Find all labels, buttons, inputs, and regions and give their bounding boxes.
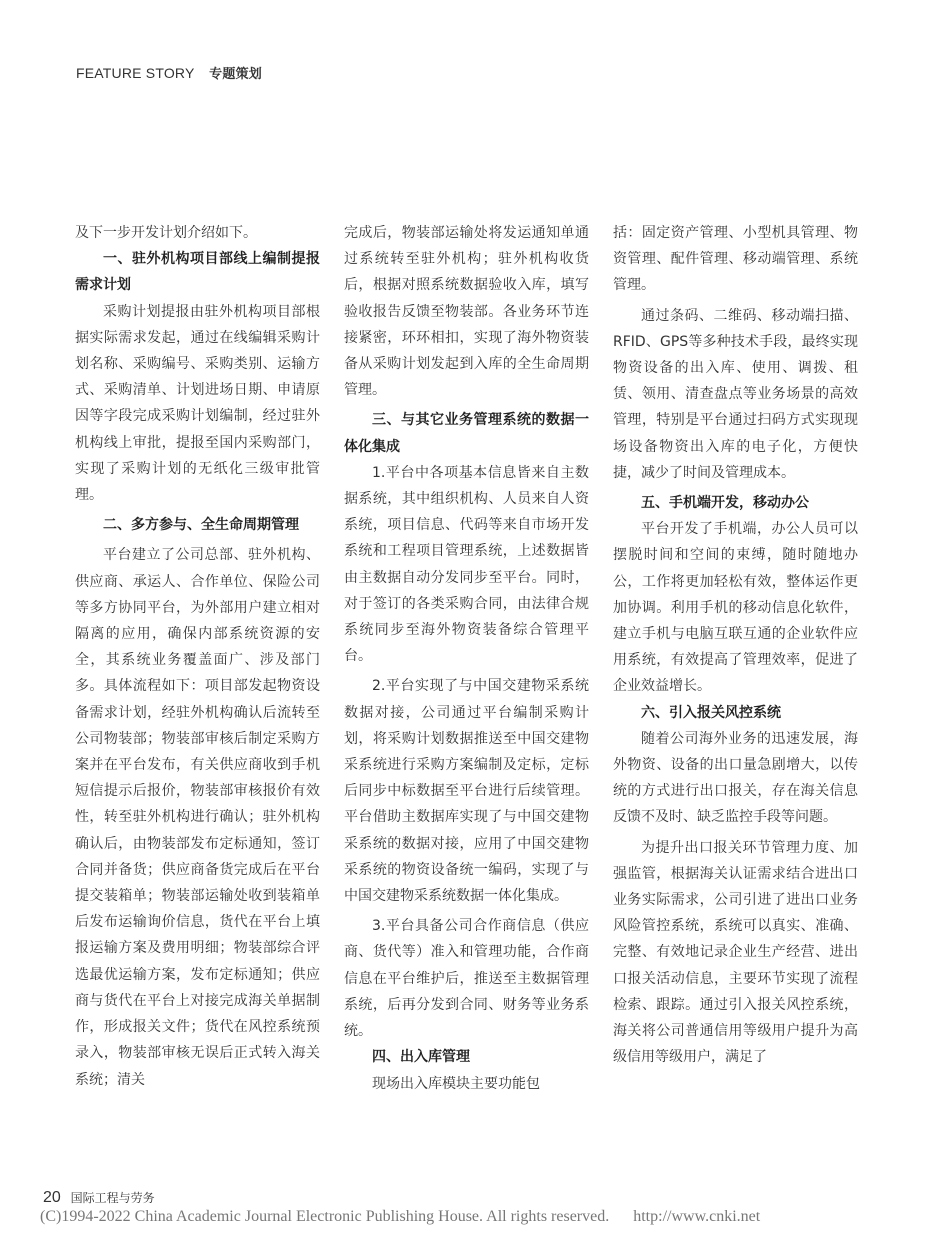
paragraph: 随着公司海外业务的迅速发展，海外物资、设备的出口量急剧增大，以传统的方式进行出口报关，存在海关信息反馈不及时、缺乏监控手段等问题。 [613,730,858,826]
paragraph: 及下一步开发计划介绍如下。 [75,225,257,241]
section-heading-1: 一、驻外机构项目部线上编制提报需求计划 [75,251,320,294]
paragraph: 采购计划提报由驻外机构项目部根据实际需求发起，通过在线编辑采购计划名称、采购编号、采购类别、运输方式、采购清单、计划进场日期、申请原因等字段完成采购计划编制，经过驻外机构线上审批，提报至国内采购部门，实现了采购计划的无纸化三级审批管理。 [75,303,320,504]
page-number: 20 [43,1189,61,1206]
section-label-cn: 专题策划 [209,67,262,82]
page-footer [43,1189,155,1207]
section-heading-2: 二、多方参与、全生命周期管理 [103,517,299,534]
paragraph: 平台建立了公司总部、驻外机构、供应商、承运人、合作单位、保险公司等多方协同平台，为外部用户建立相对隔离的应用，确保内部系统资源的安全，其系统业务覆盖面广、涉及部门多。具体流程如下：项目部发起物资设备需求计划，经驻外机构确认后流转至公司物装部；物装部审核后制定采购方案并在平台发布，有关供应商收到手机短信提示后报价，物装部审核报价有效性，转至驻外机构进行确认；驻外机构确认后，由物装部发布定标通知，签订合同并备货；供应商备货完成后在平台提交装箱单；物装部运输处收到装箱单后发布运输询价信息，货代在平台上填报运输方案及费用明细；物装部综合评选最优运输方案，发布定标通知；供应商与货代在平台上对接完成海关单据制作，形成报关文件；货代在风控系统预录入，物装部审核无误后正式转入海关系统；清关 [75,547,320,1088]
paragraph: 括：固定资产管理、小型机具管理、物资管理、配件管理、移动端管理、系统管理。 [613,225,858,294]
paragraph: 2.平台实现了与中国交建物采系统数据对接，公司通过平台编制采购计划，将采购计划数据推送至中国交建物采系统进行采购方案编制及定标，定标后同步中标数据至平台进行后续管理。平台借助主数据库实现了与中国交建物采系统的数据对接，应用了中国交建物采系统的物资设备统一编码，实现了与中国交建物采系统数据一体化集成。 [344,678,589,905]
text-column-3 [613,220,858,1071]
paragraph: 完成后，物装部运输处将发运通知单通过系统转至驻外机构；驻外机构收货后，根据对照系统数据验收入库，填写验收报告反馈至物装部。各业务环节连接紧密，环环相扣，实现了海外物资装备从采购计划发起到入库的全生命周期管理。 [344,225,589,399]
paragraph: 现场出入库模块主要功能包 [372,1075,540,1092]
section-heading-5: 五、手机端开发，移动办公 [641,495,809,512]
section-heading-6: 六、引入报关风控系统 [641,704,781,721]
copyright-text: (C)1994-2022 China Academic Journal Electronic Publishing House. All rights reserved. [40,1208,610,1225]
running-header [76,63,262,82]
paragraph: 3.平台具备公司合作商信息（供应商、货代等）准入和管理功能，合作商信息在平台维护后，推送至主数据管理系统，后再分发到合同、财务等业务系统。 [344,918,589,1040]
paragraph: 平台开发了手机端，办公人员可以摆脱时间和空间的束缚，随时随地办公，工作将更加轻松有效，整体运作更加协调。利用手机的移动信息化软件，建立手机与电脑互联互通的企业软件应用系统，有效提高了管理效率，促进了企业效益增长。 [613,521,858,695]
text-column-2 [344,220,589,1097]
paragraph: 为提升出口报关环节管理力度、加强监管，根据海关认证需求结合进出口业务实际需求，公司引进了进出口业务风险管控系统，系统可以真实、准确、完整、有效地记录企业生产经营、进出口报关活动信息，主要环节实现了流程检索、跟踪。通过引入报关风控系统，海关将公司普通信用等级用户提升为高级信用等级用户，满足了 [613,839,858,1066]
paragraph: 1.平台中各项基本信息皆来自主数据系统，其中组织机构、人员来自人资系统，项目信息、代码等来自市场开发系统和工程项目管理系统，上述数据皆由主数据自动分发同步至平台。同时，对于签订的各类采购合同，由法律合规系统同步至海外物资装备综合管理平台。 [344,464,589,665]
journal-name: 国际工程与劳务 [70,1191,155,1205]
cnki-link[interactable]: http://www.cnki.net [633,1208,761,1225]
section-label-en: FEATURE STORY [76,65,195,81]
section-heading-4: 四、出入库管理 [372,1049,470,1066]
section-heading-3: 三、与其它业务管理系统的数据一体化集成 [344,412,589,455]
paragraph: 通过条码、二维码、移动端扫描、RFID、GPS等多种技术手段，最终实现物资设备的出入库、使用、调拨、租赁、领用、清查盘点等业务场景的高效管理，特别是平台通过扫码方式实现现场设备物资出入库的电子化，方便快捷，减少了时间及管理成本。 [613,307,858,481]
text-column-1 [75,220,320,1093]
copyright-notice [40,1208,760,1226]
